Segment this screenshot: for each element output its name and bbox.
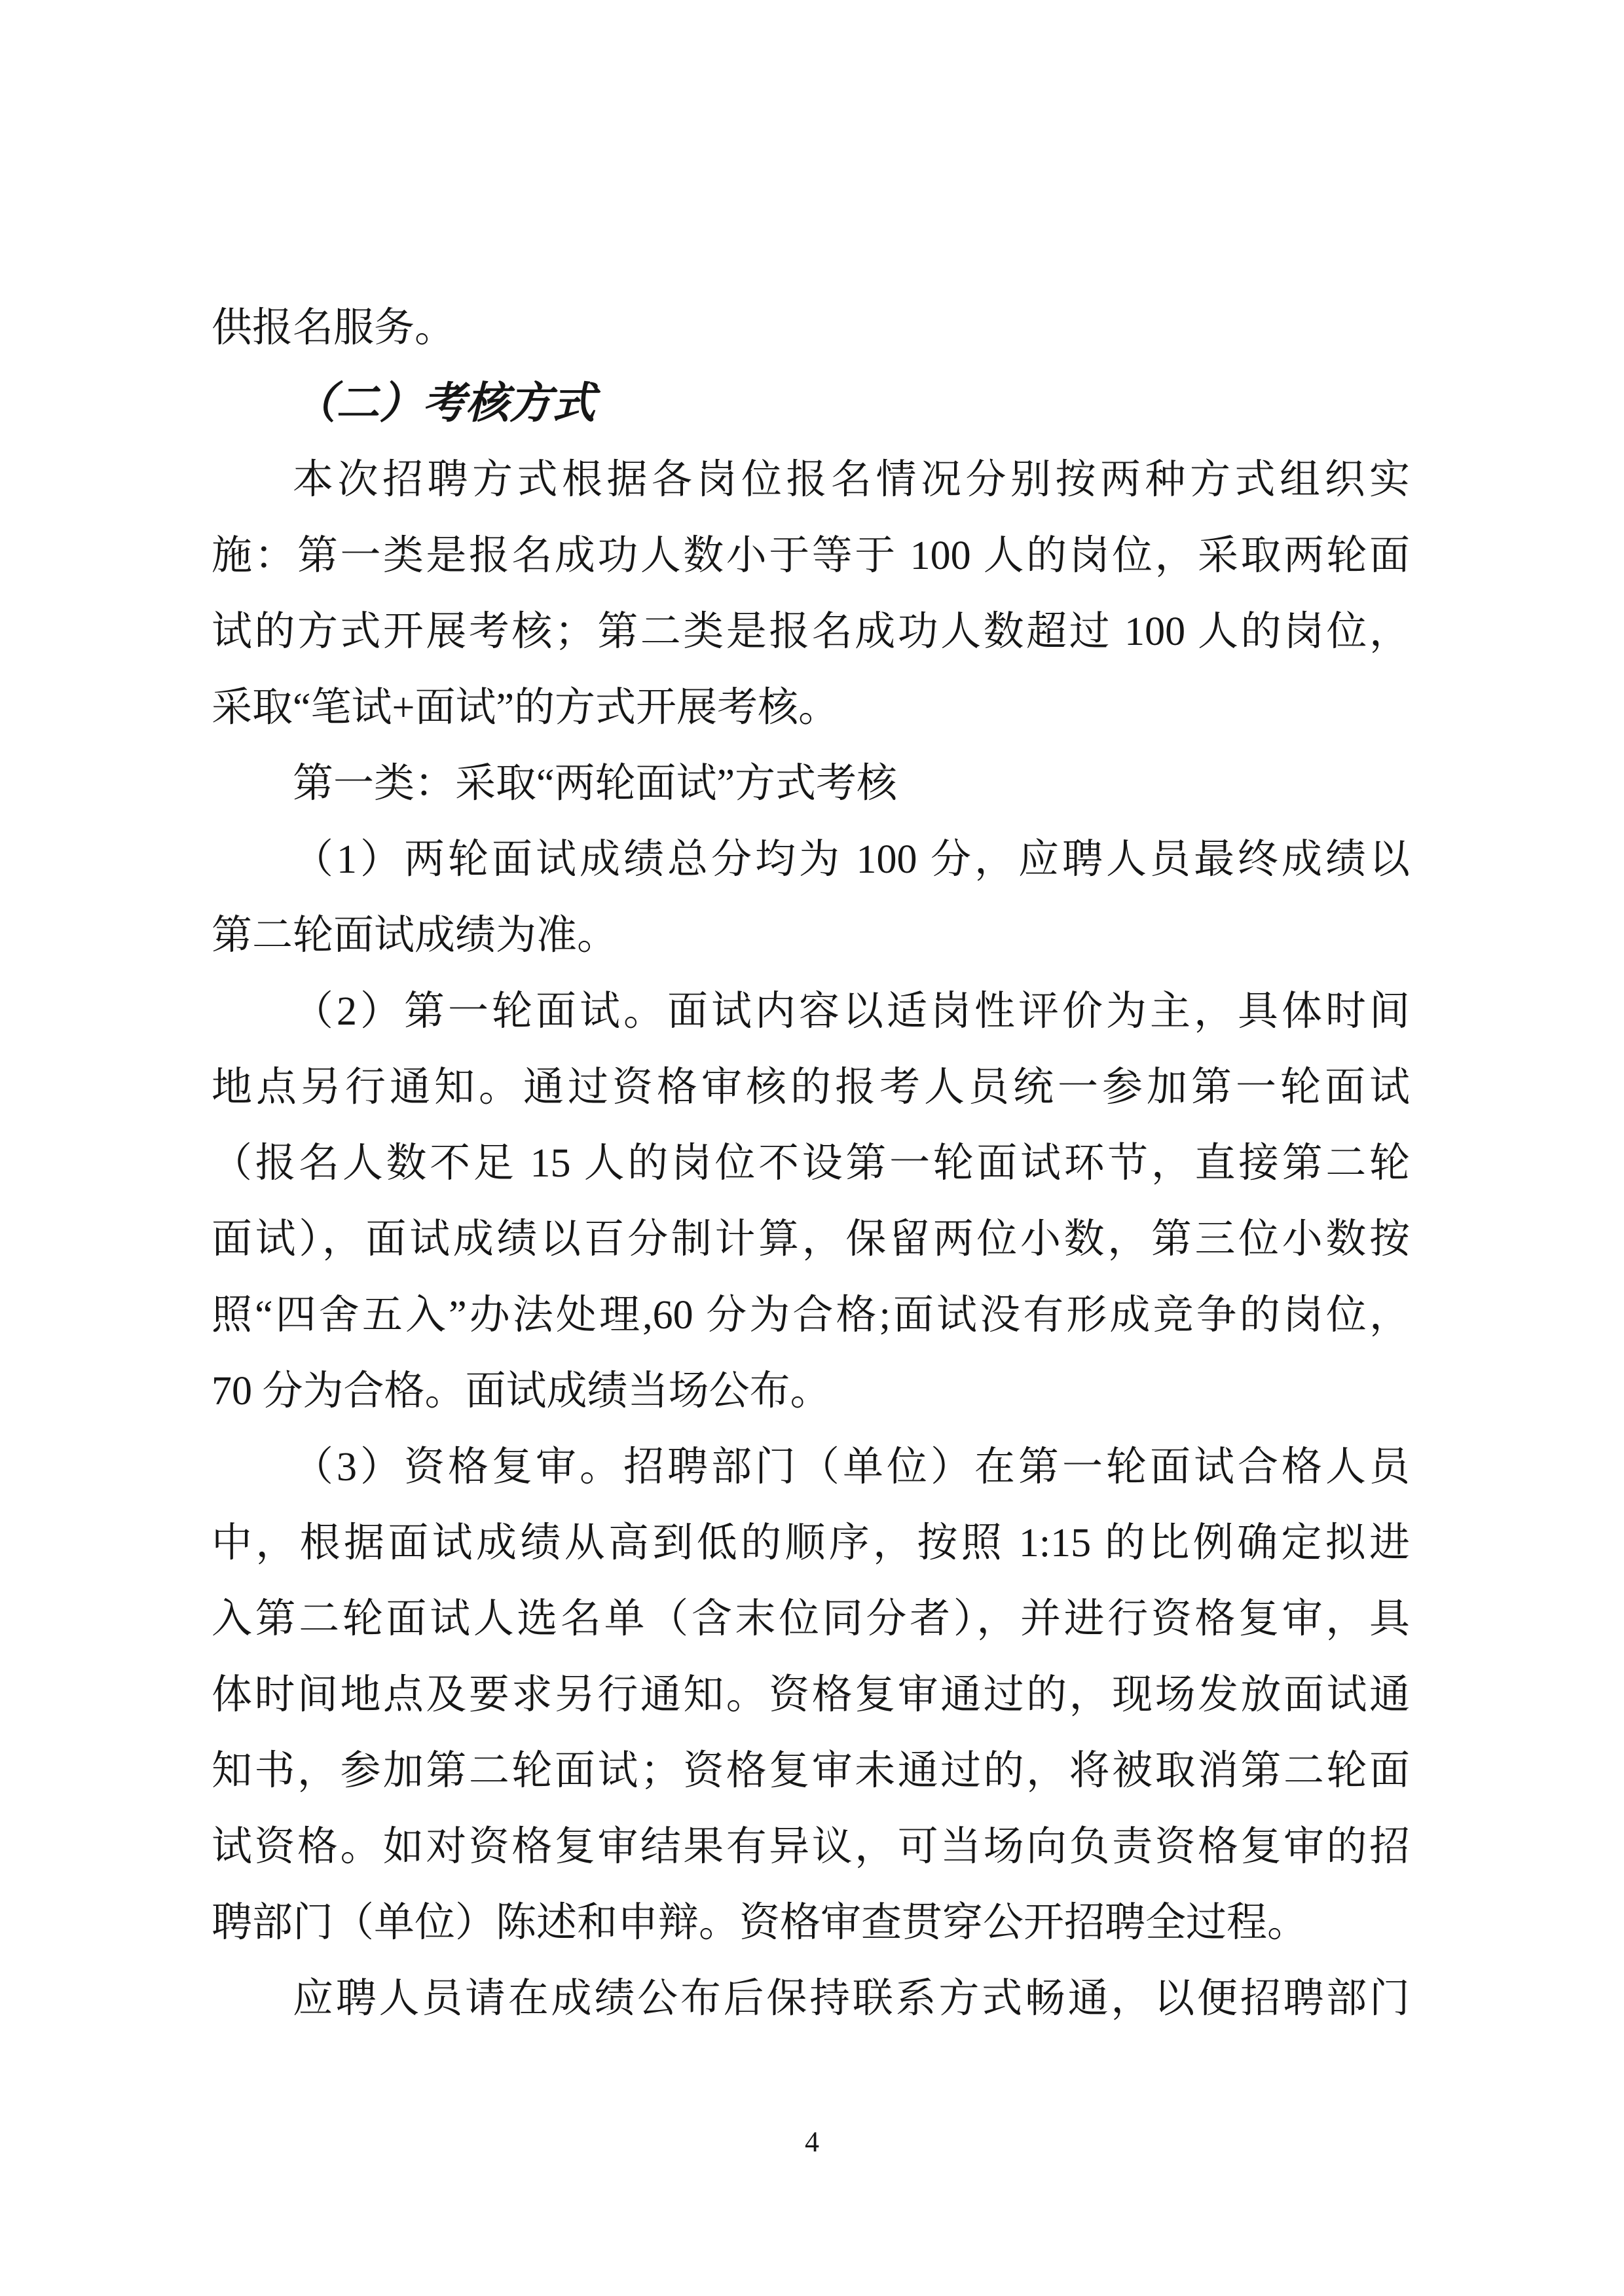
text-line: 应聘人员请在成绩公布后保持联系方式畅通，以便招聘部门 xyxy=(293,1977,1410,2021)
text-line: （1）两轮面试成绩总分均为 100 分，应聘人员最终成绩以 xyxy=(293,837,1410,882)
text-line: 体时间地点及要求另行通知。资格复审通过的，现场发放面试通 xyxy=(212,1673,1410,1717)
text-line: 采取“笔试+面试”的方式开展考核。 xyxy=(212,685,840,730)
text-line: 第一类：采取“两轮面试”方式考核 xyxy=(293,761,898,806)
text-line: （3）资格复审。招聘部门（单位）在第一轮面试合格人员 xyxy=(293,1445,1410,1489)
text-line: 试资格。如对资格复审结果有异议，可当场向负责资格复审的招 xyxy=(212,1825,1410,1869)
page-footer xyxy=(0,2123,1624,2162)
text-line: 70 分为合格。面试成绩当场公布。 xyxy=(212,1369,831,1413)
text-line: 面试），面试成绩以百分制计算，保留两位小数，第三位小数按 xyxy=(212,1217,1410,1262)
text-line: 第二轮面试成绩为准。 xyxy=(212,913,618,958)
text-line: 地点另行通知。通过资格审核的报考人员统一参加第一轮面试 xyxy=(212,1065,1410,1110)
text-line: （2）第一轮面试。面试内容以适岗性评价为主，具体时间 xyxy=(293,989,1410,1034)
document-body xyxy=(212,290,1410,2037)
text-line: 本次招聘方式根据各岗位报名情况分别按两种方式组织实 xyxy=(293,458,1410,502)
text-line: 入第二轮面试人选名单（含末位同分者），并进行资格复审，具 xyxy=(212,1597,1410,1641)
text-line: 中，根据面试成绩从高到低的顺序，按照 1:15 的比例确定拟进 xyxy=(212,1521,1410,1565)
text-line: 施：第一类是报名成功人数小于等于 100 人的岗位，采取两轮面 xyxy=(212,534,1410,578)
text-line: 试的方式开展考核；第二类是报名成功人数超过 100 人的岗位， xyxy=(212,610,1410,654)
text-line: 照“四舍五入”办法处理,60 分为合格;面试没有形成竞争的岗位， xyxy=(212,1293,1410,1338)
text-line: 知书，参加第二轮面试；资格复审未通过的，将被取消第二轮面 xyxy=(212,1749,1410,1793)
section-heading: （二）考核方式 xyxy=(293,380,595,428)
text-line: 供报名服务。 xyxy=(212,306,456,350)
page-number: 4 xyxy=(805,2126,819,2158)
text-line: （报名人数不足 15 人的岗位不设第一轮面试环节，直接第二轮 xyxy=(212,1141,1410,1186)
text-line: 聘部门（单位）陈述和申辩。资格审查贯穿公开招聘全过程。 xyxy=(212,1901,1308,1945)
